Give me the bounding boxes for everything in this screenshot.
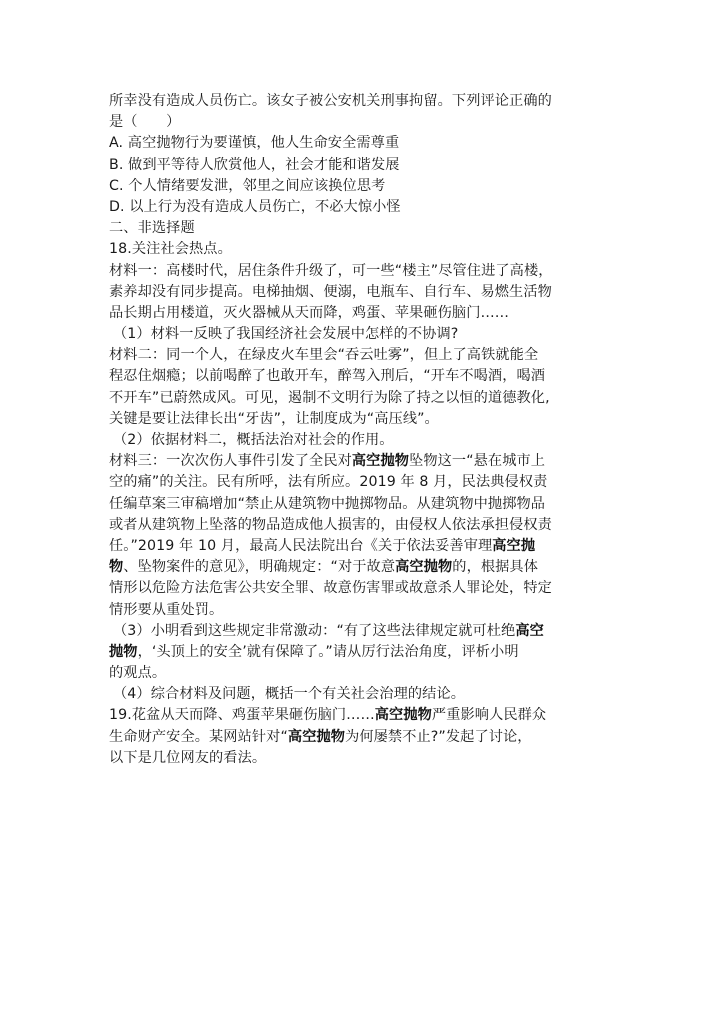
text-run: 19.花盆从天而降、鸡蛋苹果砸伤脑门…… bbox=[109, 707, 375, 724]
material-3-line bbox=[109, 451, 625, 472]
material-1-line: 品长期占用楼道，灭火器械从天而降，鸡蛋、苹果砸伤脑门…… bbox=[109, 304, 510, 321]
q18-sub-question-2: （2）依据材料二，概括法治对社会的作用。 bbox=[113, 432, 394, 448]
q17-option-c: C. 个人情绪要发泄，邻里之间应该换位思考 bbox=[109, 177, 386, 194]
text-run: 生命财产安全。某网站针对“ bbox=[109, 728, 288, 745]
text-run: 严重影响人民群众 bbox=[431, 707, 547, 724]
text-run: （3）小明看到这些规定非常激动：“有了这些法律规定就可杜绝 bbox=[113, 622, 516, 639]
q18-title: 18.关注社会热点。 bbox=[109, 241, 232, 258]
highlighted-keyword: 抛物 bbox=[109, 643, 138, 660]
q19-stem-line: 以下是几位网友的看法。 bbox=[109, 749, 267, 766]
q18-sub-question-3-cont: 的观点。 bbox=[109, 665, 167, 682]
q17-option-b: B. 做到平等待人欣赏他人，社会才能和谐发展 bbox=[109, 156, 400, 173]
material-3-line bbox=[109, 557, 625, 578]
material-3-line: 或者从建筑物上坠落的物品造成他人损害的，由侵权人依法承担侵权责 bbox=[109, 516, 552, 533]
material-2-line: 关键是要让法律长出“牙齿”，让制度成为“高压线”。 bbox=[109, 410, 439, 427]
highlighted-keyword: 高空抛 bbox=[492, 537, 536, 554]
q18-sub-question-3-cont bbox=[109, 642, 625, 663]
text-run: 、坠物案件的意见》，明确规定：“对于故意 bbox=[123, 559, 396, 576]
q17-option-d: D. 以上行为没有造成人员伤亡，不必大惊小怪 bbox=[109, 198, 401, 215]
text-run: 坠物这一“悬在城市上 bbox=[409, 453, 546, 470]
highlighted-keyword: 高空抛物 bbox=[287, 728, 346, 745]
q17-answer-blank: 是（ ） bbox=[109, 114, 181, 131]
material-1-line: 素养却没有同步提高。电梯抽烟、便溺，电瓶车、自行车、易燃生活物 bbox=[109, 283, 552, 300]
highlighted-keyword: 高空抛物 bbox=[351, 453, 410, 470]
highlighted-keyword: 高空抛物 bbox=[374, 707, 432, 724]
material-2-line: 材料二：同一个人，在绿皮火车里会“吞云吐雾”，但上了高铁就能全 bbox=[109, 347, 539, 364]
text-run: 任。”2019 年 10 月，最高人民法院出台《关于依法妥善审理 bbox=[109, 537, 493, 554]
exam-text bbox=[109, 91, 625, 769]
material-2-line: 程忍住烟瘾；以前喝醉了也敢开车，醉驾入刑后，“开车不喝酒，喝酒 bbox=[109, 368, 546, 385]
q17-stem-line: 所幸没有造成人员伤亡。该女子被公安机关刑事拘留。下列评论正确的 bbox=[109, 93, 552, 109]
material-3-line: 情形以危险方法危害公共安全罪、故意伤害罪或故意杀人罪论处，特定 bbox=[109, 580, 552, 597]
text-run: 为何屡禁不止?”发起了讨论， bbox=[345, 728, 532, 745]
q19-stem-line bbox=[109, 727, 625, 748]
material-3-line: 任编草案三审稿增加“禁止从建筑物中抛掷物品。从建筑物中抛掷物品 bbox=[109, 495, 546, 512]
text-run: 材料三：一次次伤人事件引发了全民对 bbox=[109, 453, 352, 470]
material-3-line: 情形要从重处罚。 bbox=[109, 601, 224, 618]
highlighted-keyword: 高空 bbox=[515, 622, 544, 639]
material-3-line bbox=[109, 536, 625, 557]
highlighted-keyword: 高空抛物 bbox=[395, 559, 453, 576]
section-heading: 二、非选择题 bbox=[109, 220, 195, 237]
q18-sub-question-4: （4）综合材料及问题，概括一个有关社会治理的结论。 bbox=[113, 686, 466, 703]
highlighted-keyword: 物 bbox=[109, 559, 124, 576]
q17-option-a: A. 高空抛物行为要谨慎，他人生命安全需尊重 bbox=[109, 135, 400, 152]
material-2-line: 不开车”已蔚然成风。可见，遏制不文明行为除了持之以恒的道德教化, bbox=[109, 389, 550, 406]
q18-sub-question-1: （1）材料一反映了我国经济社会发展中怎样的不协调? bbox=[113, 326, 459, 343]
q19-stem-line bbox=[109, 705, 625, 726]
text-run: ，‘头顶上的安全’就有保障了。”请从厉行法治角度，评析小明 bbox=[137, 643, 519, 660]
text-run: 的，根据具体 bbox=[452, 559, 539, 576]
material-1-line: 材料一：高楼时代，居住条件升级了，可一些“楼主”尽管住进了高楼， bbox=[109, 262, 553, 279]
material-3-line: 空的痛”的关注。民有所呼，法有所应。2019 年 8 月，民法典侵权责 bbox=[109, 474, 548, 491]
q18-sub-question-3 bbox=[109, 621, 625, 642]
